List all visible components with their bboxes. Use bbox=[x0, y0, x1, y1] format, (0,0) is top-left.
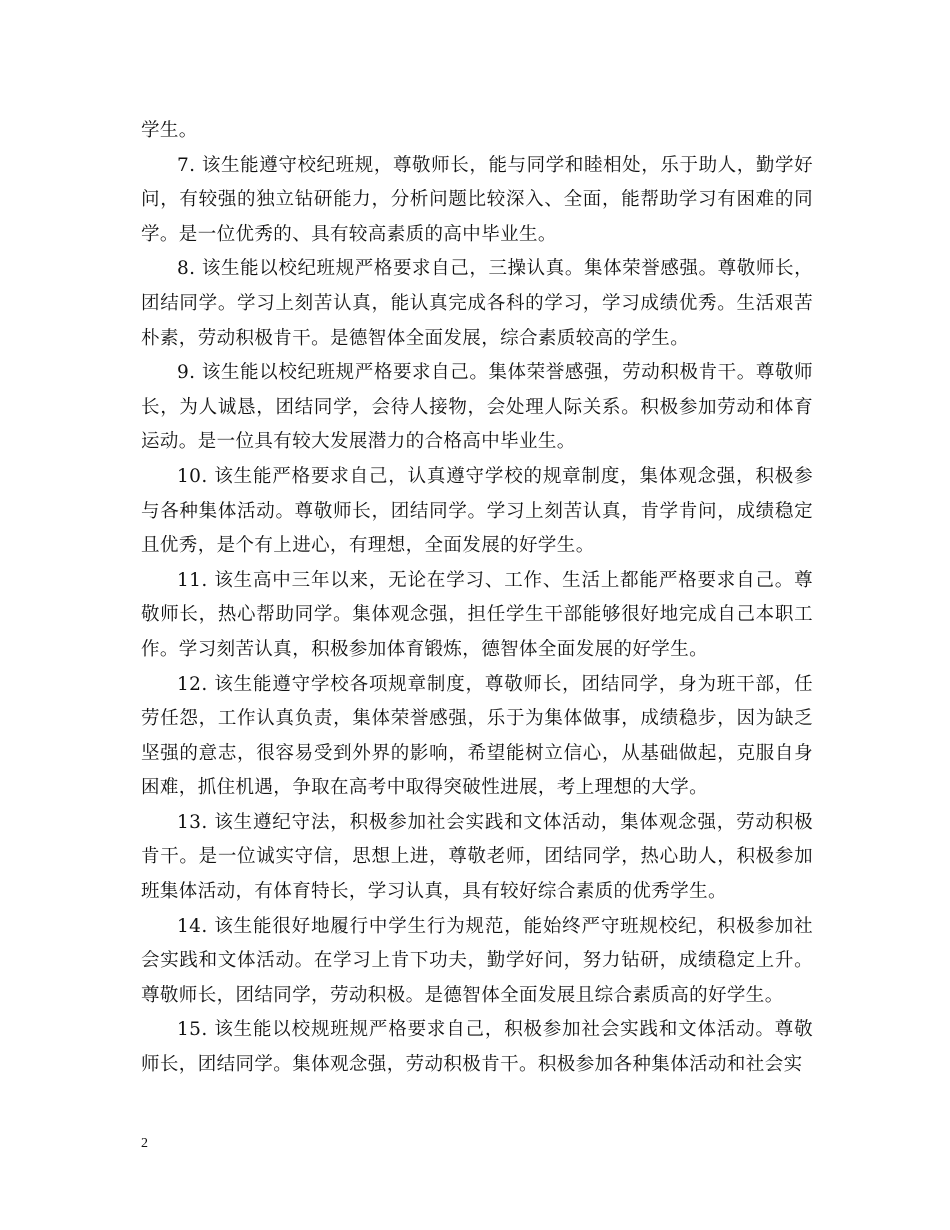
paragraph-13: 13. 该生遵纪守法，积极参加社会实践和文体活动，集体观念强，劳动积极肯干。是一位诚实守信，思想上进，尊敬老师，团结同学，热心助人，积极参加班集体活动，有体育特长，学习认真，具有较好综合素质的优秀学生。 bbox=[141, 811, 813, 903]
paragraph-12: 12. 该生能遵守学校各项规章制度，尊敬师长，团结同学，身为班干部，任劳任怨，工作认真负责，集体荣誉感强，乐于为集体做事，成绩稳步，因为缺乏坚强的意志，很容易受到外界的影响，希望能树立信心，从基础做起，克服自身困难，抓住机遇，争取在高考中取得突破性进展，考上理想的大学。 bbox=[141, 673, 813, 799]
paragraph-8: 8. 该生能以校纪班规严格要求自己，三操认真。集体荣誉感强。尊敬师长，团结同学。学习上刻苦认真，能认真完成各科的学习，学习成绩优秀。生活艰苦朴素，劳动积极肯干。是德智体全面发展，综合素质较高的学生。 bbox=[141, 258, 813, 349]
continuation-text: 学生。 bbox=[141, 120, 198, 141]
paragraph-11: 11. 该生高中三年以来，无论在学习、工作、生活上都能严格要求自己。尊敬师长，热心帮助同学。集体观念强，担任学生干部能够很好地完成自己本职工作。学习刻苦认真，积极参加体育锻炼，德智体全面发展的好学生。 bbox=[141, 569, 813, 660]
paragraph-10: 10. 该生能严格要求自己，认真遵守学校的规章制度，集体观念强，积极参与各种集体活动。尊敬师长，团结同学。学习上刻苦认真，肯学肯问，成绩稳定且优秀，是个有上进心，有理想，全面发展的好学生。 bbox=[141, 465, 813, 557]
paragraph-14: 14. 该生能很好地履行中学生行为规范，能始终严守班规校纪，积极参加社会实践和文体活动。在学习上肯下功夫，勤学好问，努力钻研，成绩稳定上升。尊敬师长，团结同学，劳动积极。是德智体全面发展且综合素质高的好学生。 bbox=[141, 915, 813, 1006]
paragraph-15: 15. 该生能以校规班规严格要求自己，积极参加社会实践和文体活动。尊敬师长，团结同学。集体观念强，劳动积极肯干。积极参加各种集体活动和社会实 bbox=[141, 1019, 813, 1076]
page-number: 2 bbox=[141, 1136, 148, 1151]
paragraph-7: 7. 该生能遵守校纪班规，尊敬师长，能与同学和睦相处，乐于助人，勤学好问，有较强的独立钻研能力，分析问题比较深入、全面，能帮助学习有困难的同学。是一位优秀的、具有较高素质的高中毕业生。 bbox=[141, 154, 813, 245]
paragraph-9: 9. 该生能以校纪班规严格要求自己。集体荣誉感强，劳动积极肯干。尊敬师长，为人诚恳，团结同学，会待人接物，会处理人际关系。积极参加劳动和体育运动。是一位具有较大发展潜力的合格高中毕业生。 bbox=[141, 362, 813, 453]
document-body bbox=[141, 114, 813, 1083]
